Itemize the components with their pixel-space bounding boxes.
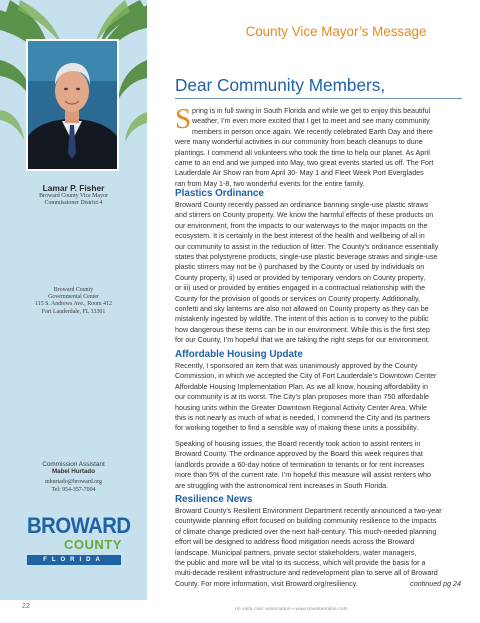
section-heading-housing: Affordable Housing Update [175, 349, 303, 360]
text-line: Lauderdale Air Show ran from April 30- May 1 and Fleet Week Port Everglades [175, 169, 424, 178]
text-line: for working together to find a sensible way of making these units a possibility. [175, 424, 419, 433]
text-line: our community to assist in the reduction of litter. The County’s ordinance essentially [175, 242, 439, 251]
commissioner-name: Lamar P. Fisher [42, 183, 105, 193]
text-line: for our County, I’m hopeful that we are taking the right steps for our environment. [175, 336, 430, 345]
text-line: are struggling with the astronomical rent increases in South Florida. [175, 481, 389, 490]
text-line: this is not nearly as much of what is needed, I commend the City and its partners [175, 414, 431, 423]
text-line: states that polystyrene products, single-use plastic beverage straws and single-use [175, 253, 438, 262]
text-line: multi-decade resilient infrastructure and redevelopment plan to serve all of Broward [175, 569, 438, 578]
assistant-contact [0, 461, 147, 494]
assistant-phone: Tel: 954-357-7004 [51, 486, 96, 493]
text-line: plantings. I commend all volunteers who took the time to help our planet. As April [175, 148, 430, 157]
text-line: and stirrers on County property. We know the harmful effects of these products on [175, 211, 434, 220]
page-title: County Vice Mayor’s Message [245, 24, 427, 39]
text-line: countywide planning effort focused on building community resilience to the impacts [175, 517, 437, 526]
text-line: members in person once again. We recently celebrated Earth Day and there [192, 127, 433, 136]
text-line: ran from May 1-8, two wonderful events for the entire family. [175, 179, 365, 188]
text-line: landlords provide a 60-day notice of termination to tenants or for rent increases [175, 460, 425, 469]
text-line: our environment, from the impacts to our waterways to the major impacts on the [175, 221, 428, 230]
address-line: Fort Lauderdale, FL 33301 [41, 308, 106, 315]
salutation: Dear Community Members, [175, 75, 386, 95]
sidebar [0, 0, 147, 600]
assistant-label: Commission Assistant [42, 461, 105, 468]
text-line: how dangerous these items can be in our environment. While this is the first step [175, 325, 430, 334]
text-line: weather, I’m even more excited that I get to meet and see many community [192, 117, 430, 126]
text-line: mistakenly ingested by wildlife. The intent of this action is to convey to the public [175, 315, 429, 324]
resilience-paragraph [175, 506, 442, 579]
text-line: Broward County. The ordinance approved by the Board this week requires that [175, 450, 423, 459]
text-line: Speaking of housing issues, the Board recently took action to assist renters in [175, 440, 421, 448]
assistant-email[interactable]: mhurtado@broward.org [45, 479, 102, 486]
footer-site: rio vista civic association • www.riovistaonline.com [235, 606, 348, 611]
housing-paragraph-1 [175, 361, 436, 434]
text-line: of climate change predicted over the next half-century. This much-needed planning [175, 527, 437, 536]
address-line: 115 S. Andrews Ave., Room 412 [35, 301, 112, 308]
text-line: the public and more will be vital to its success, which will provide the basis for a [175, 559, 426, 568]
page-number: 22 [22, 603, 30, 610]
text-line: County for the provision of goods or services on County property. Additionally, [175, 294, 421, 303]
text-line: Recently, I sponsored an item that was unanimously approved by the County [175, 362, 418, 370]
text-line: Broward County’s Resilient Environment Department recently announced a two-year [175, 507, 442, 515]
commissioner-portrait [26, 39, 119, 171]
text-line: confetti and sky lanterns are also not allowed on County property as they can be [175, 305, 429, 314]
commissioner-role: Broward County Vice Mayor [39, 193, 108, 199]
continued-note[interactable]: continued pg 24 [410, 580, 461, 588]
text-line: County property, ii) used or provided by temporary vendors on County property, [175, 273, 426, 282]
address-line: Broward County [53, 287, 94, 293]
address-line: Governmental Center [48, 294, 99, 301]
divider [175, 98, 462, 99]
assistant-name: Mabel Hurtado [52, 468, 95, 476]
text-line: Commission, in which we accepted the City of Fort Lauderdale’s Downtown Center [175, 372, 437, 381]
resilience-last-line [175, 579, 465, 589]
text-line: plastic stirrers may not be i) purchased by the County or used by individuals on [175, 263, 425, 272]
commissioner-district: Commissioner District 4 [44, 200, 103, 207]
text-line: Broward County recently passed an ordinance banning single-use plastic straws [175, 201, 429, 209]
section-heading-resilience: Resilience News [175, 494, 253, 505]
text-line: our community is at its worst. The City’s plan proposes more than 750 affordable [175, 393, 430, 402]
broward-county-logo [27, 511, 131, 573]
text-line: ecosystem. It is certainly in the best interest of the health and wellbeing of all in [175, 232, 425, 241]
intro-paragraph [175, 103, 465, 189]
logo-word: BROWARD [27, 513, 131, 538]
resilience-closing: County. For more information, visit Broward.org/resiliency. [175, 580, 358, 588]
text-line: or iii) used or provided by entities engaged in a contractual relationship with the [175, 284, 426, 293]
drop-cap: S [175, 103, 192, 135]
logo-state: FLORIDA [27, 555, 121, 565]
logo-county: COUNTY [64, 537, 122, 552]
text-line: more than 5% of the current rate. I’m hopeful this measure will assist renters who [175, 471, 431, 480]
housing-paragraph-2 [175, 439, 431, 491]
text-line: effort will be designed to address flood mitigation needs across the Broward [175, 538, 415, 547]
text-line: came to an end and we jumped into May, two great events started us off. The Fort [175, 159, 434, 168]
plastics-paragraph [175, 200, 438, 346]
text-line: Affordable Housing Implementation Plan. As we all know, housing affordability in [175, 382, 428, 391]
text-line: were many wonderful activities in our community from beach cleanups to dune [175, 138, 423, 147]
section-heading-plastics: Plastics Ordinance [175, 188, 264, 199]
text-line: landscape. Municipal partners, private sector stakeholders, water managers, [175, 548, 417, 557]
text-line: housing units within the Greater Downtown Regional Activity Center Area. While [175, 403, 428, 412]
text-line: pring is in full swing in South Florida and while we get to enjoy this beautiful [192, 107, 431, 115]
office-address [0, 287, 147, 316]
